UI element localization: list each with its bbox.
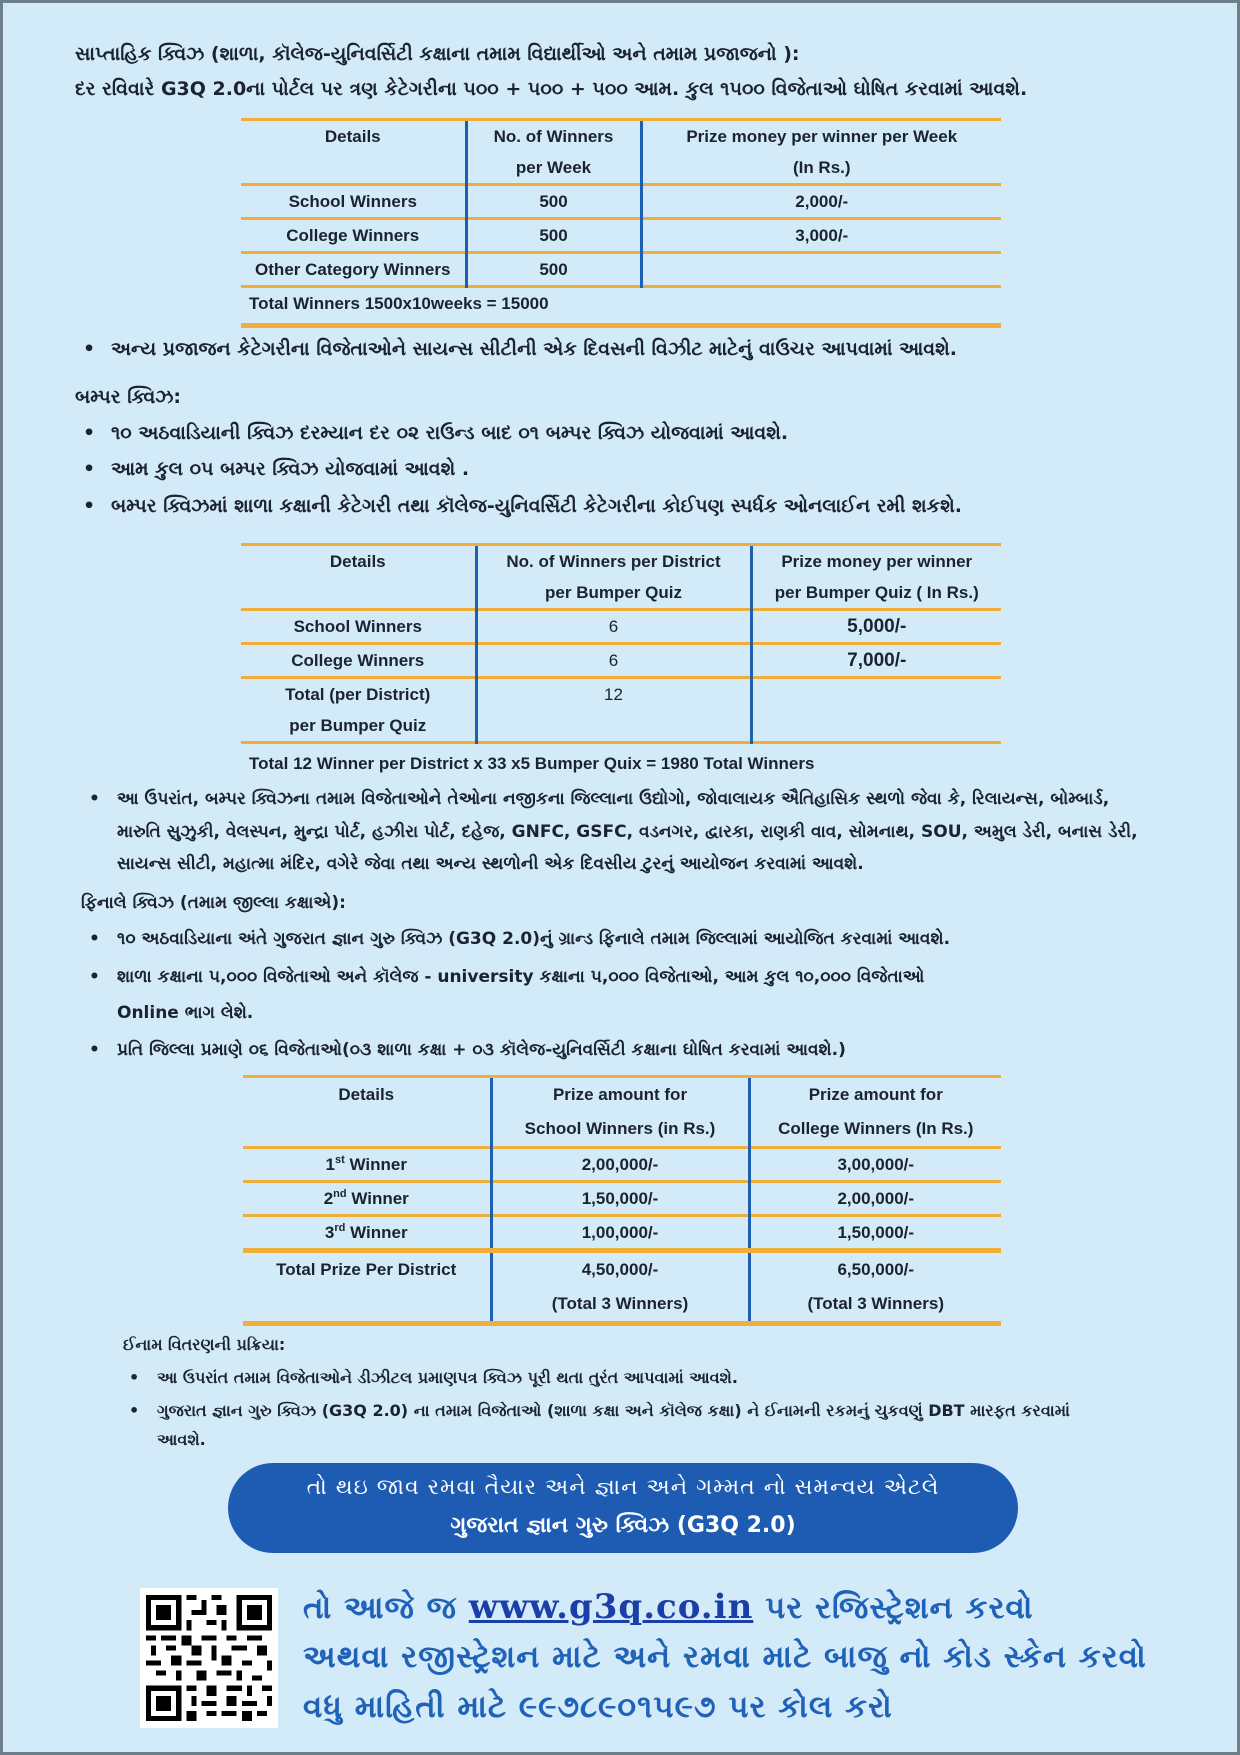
- total-label: Total Prize Per District: [243, 1251, 491, 1324]
- row-school-prize: 1,00,000/-: [491, 1216, 749, 1251]
- row-winners: 12: [476, 678, 751, 743]
- total-college-prize: 6,50,000/- (Total 3 Winners): [749, 1251, 1001, 1324]
- row-label: Other Category Winners: [241, 253, 466, 287]
- table-row: [241, 219, 1001, 253]
- call-to-action-banner: [228, 1463, 1018, 1553]
- row-winners: 500: [466, 185, 641, 219]
- row-college-prize: 3,00,000/-: [749, 1148, 1001, 1182]
- row-label: 3rd Winner: [243, 1216, 491, 1251]
- row-prize: [641, 253, 1001, 287]
- row-winners: 500: [466, 253, 641, 287]
- table-row: [241, 610, 1001, 644]
- tour-note-line: સાયન્સ સીટી, મહાત્મા મંદિર, વગેરે જેવા તથા અન્ય સ્થળોની એક દિવસીય ટુરનું આયોજન કરવામાં આવશે.: [117, 854, 864, 874]
- finale-bullet: • શાળા કક્ષાના ૫,૦૦૦ વિજેતાઓ અને કૉલેજ - university કક્ષાના ૫,૦૦૦ વિજેતાઓ, આમ કુલ ૧૦,૦૦૦ વિજેતાઓ: [81, 962, 924, 992]
- banner-line-2: ગુજરાત જ્ઞાન ગુરુ ક્વિઝ (G3Q 2.0): [450, 1513, 796, 1538]
- row-school-prize: 1,50,000/-: [491, 1182, 749, 1216]
- header-school: Prize amount for School Winners (in Rs.): [491, 1077, 749, 1148]
- banner-line-1: તો થઇ જાવ રમવા તૈયાર અને જ્ઞાન અને ગમ્મત નો સમન્વય એટલે: [306, 1475, 940, 1500]
- row-label: School Winners: [241, 185, 466, 219]
- table-total-row: [241, 287, 1001, 326]
- table-row: [241, 253, 1001, 287]
- distribution-bullet: • આ ઉપરાંત તમામ વિજેતાઓને ડીઝીટલ પ્રમાણપત્ર ક્વિઝ પૂરી થતા તુરંત આપવામાં આવશે.: [121, 1363, 738, 1393]
- row-label: College Winners: [241, 644, 476, 678]
- finale-bullet-continued: Online ભાગ લેશે.: [117, 1003, 254, 1023]
- bumper-bullet: • ૧૦ અઠવાડિયાની ક્વિઝ દરમ્યાન દર ૦૨ રાઉન્ડ બાદ ૦૧ બમ્પર ક્વિઝ યોજવામાં આવશે.: [75, 418, 788, 448]
- header-details: Details: [241, 120, 466, 185]
- header-college: Prize amount for College Winners (In Rs.): [749, 1077, 1001, 1148]
- distribution-bullet: • ગુજરાત જ્ઞાન ગુરુ ક્વિઝ (G3Q 2.0) ના તમામ વિજેતાઓ (શાળા કક્ષા અને કૉલેજ કક્ષા) ને ઈનામની રકમનું ચુકવણું DBT મારફત કરવામાં: [121, 1396, 1070, 1426]
- total-school-prize: 4,50,000/- (Total 3 Winners): [491, 1251, 749, 1324]
- table-row: [241, 644, 1001, 678]
- row-winners: 6: [476, 644, 751, 678]
- bumper-bullet: • આમ કુલ ૦૫ બમ્પર ક્વિઝ યોજવામાં આવશે .: [75, 454, 469, 484]
- row-label: Total (per District) per Bumper Quiz: [241, 678, 476, 743]
- table-row: [243, 1216, 1001, 1251]
- bumper-total: Total 12 Winner per District x 33 x5 Bumper Quix = 1980 Total Winners: [241, 743, 1001, 780]
- row-prize: 5,000/-: [751, 610, 1001, 644]
- finale-prize-table: [243, 1075, 1001, 1326]
- bumper-quiz-heading: બમ્પર ક્વિઝ:: [75, 386, 182, 408]
- row-label: School Winners: [241, 610, 476, 644]
- qr-code-icon[interactable]: [140, 1588, 278, 1728]
- row-label: 1st Winner: [243, 1148, 491, 1182]
- table-row: [241, 185, 1001, 219]
- footer-line-suffix: પર રજિસ્ટ્રેશન કરવો: [753, 1590, 1034, 1626]
- table-total-row: [243, 1251, 1001, 1324]
- distribution-heading: ઈનામ વિતરણની પ્રક્રિયા:: [123, 1335, 286, 1354]
- table-row: [243, 1182, 1001, 1216]
- header-winners: No. of Winners per Week: [466, 120, 641, 185]
- table-header-row: [243, 1077, 1001, 1148]
- footer-scan-line: અથવા રજીસ્ટ્રેશન માટે અને રમવા માટે બાજુ નો કોડ સ્કેન કરવો: [303, 1639, 1147, 1675]
- tour-note-line: મારુતિ સુઝુકી, વેલસ્પન, મુન્દ્રા પોર્ટ, હઝીરા પોર્ટ, દહેજ, GNFC, GSFC, વડનગર, દ્વારકા, રાણકી વાવ, સોમનાથ, SOU, અમુલ ડેરી, બનાસ ડેરી,: [117, 822, 1138, 842]
- row-prize: 2,000/-: [641, 185, 1001, 219]
- row-winners: 6: [476, 610, 751, 644]
- table-row: [243, 1148, 1001, 1182]
- row-prize: [751, 678, 1001, 743]
- distribution-bullet-continued: આવશે.: [157, 1430, 206, 1449]
- row-college-prize: 2,00,000/-: [749, 1182, 1001, 1216]
- weekly-quiz-subheading: દર રવિવારે G3Q 2.0ના પોર્ટલ પર ત્રણ કેટેગરીના ૫૦૦ + ૫૦૦ + ૫૦૦ આમ. કુલ ૧૫૦૦ વિજેતાઓ ઘોષિત કરવામાં આવશે.: [75, 78, 1028, 100]
- row-college-prize: 1,50,000/-: [749, 1216, 1001, 1251]
- weekly-total: Total Winners 1500x10weeks = 15000: [241, 287, 1001, 326]
- tour-note-line: • આ ઉપરાંત, બમ્પર ક્વિઝના તમામ વિજેતાઓને તેઓના નજીકના જિલ્લાના ઉદ્યોગો, જોવાલાયક ઐતિહાસિક સ્થળો જેવા કે, રિલાયન્સ, બોમ્બાર્ડ,: [81, 784, 1109, 814]
- finale-bullet: • ૧૦ અઠવાડિયાના અંતે ગુજરાત જ્ઞાન ગુરુ ક્વિઝ (G3Q 2.0)નું ગ્રાન્ડ ફિનાલે તમામ જિલ્લામાં આયોજિત કરવામાં આવશે.: [81, 924, 950, 954]
- weekly-prize-table: [241, 118, 1001, 328]
- header-winners: No. of Winners per District per Bumper Quiz: [476, 545, 751, 610]
- table-header-row: [241, 120, 1001, 185]
- footer-line-prefix: તો આજે જ: [303, 1590, 469, 1626]
- bumper-bullet: • બમ્પર ક્વિઝમાં શાળા કક્ષાની કેટેગરી તથા કૉલેજ-યુનિવર્સિટી કેટેગરીના કોઈપણ સ્પર્ધક ઓનલાઈન રમી શકશે.: [75, 491, 962, 521]
- finale-quiz-heading: ફિનાલે ક્વિઝ (તમામ જીલ્લા કક્ષાએ):: [81, 893, 346, 913]
- table-header-row: [241, 545, 1001, 610]
- header-details: Details: [241, 545, 476, 610]
- row-label: 2nd Winner: [243, 1182, 491, 1216]
- poster-page: [3, 3, 1237, 1752]
- footer-call-line: વધુ માહિતી માટે ૯૯૭૮૯૦૧૫૯૭ પર કોલ કરો: [303, 1689, 893, 1725]
- row-prize: 3,000/-: [641, 219, 1001, 253]
- weekly-quiz-heading: સાપ્તાહિક ક્વિઝ (શાળા, કૉલેજ-યુનિવર્સિટી કક્ષાના તમામ વિદ્યાર્થીઓ અને તમામ પ્રજાજનો ):: [75, 43, 800, 65]
- qr-code-graphic: [146, 1594, 272, 1722]
- table-row: [241, 678, 1001, 743]
- footer-register-line: [303, 1587, 1034, 1628]
- weekly-note: • અન્ય પ્રજાજન કેટેગરીના વિજેતાઓને સાયન્સ સીટીની એક દિવસની વિઝીટ માટેનું વાઉચર આપવામાં આવશે.: [75, 334, 957, 364]
- website-link[interactable]: www.g3q.co.in: [468, 1587, 754, 1627]
- header-prize: Prize money per winner per Week (In Rs.): [641, 120, 1001, 185]
- header-details: Details: [243, 1077, 491, 1148]
- row-school-prize: 2,00,000/-: [491, 1148, 749, 1182]
- row-winners: 500: [466, 219, 641, 253]
- table-total-row: [241, 743, 1001, 780]
- finale-bullet: • પ્રતિ જિલ્લા પ્રમાણે ૦૬ વિજેતાઓ(૦૩ શાળા કક્ષા + ૦૩ કૉલેજ-યુનિવર્સિટી કક્ષાના ઘોષિત કરવામાં આવશે.): [81, 1035, 846, 1065]
- row-prize: 7,000/-: [751, 644, 1001, 678]
- row-label: College Winners: [241, 219, 466, 253]
- bumper-prize-table: [241, 543, 1001, 779]
- header-prize: Prize money per winner per Bumper Quiz ( In Rs.): [751, 545, 1001, 610]
